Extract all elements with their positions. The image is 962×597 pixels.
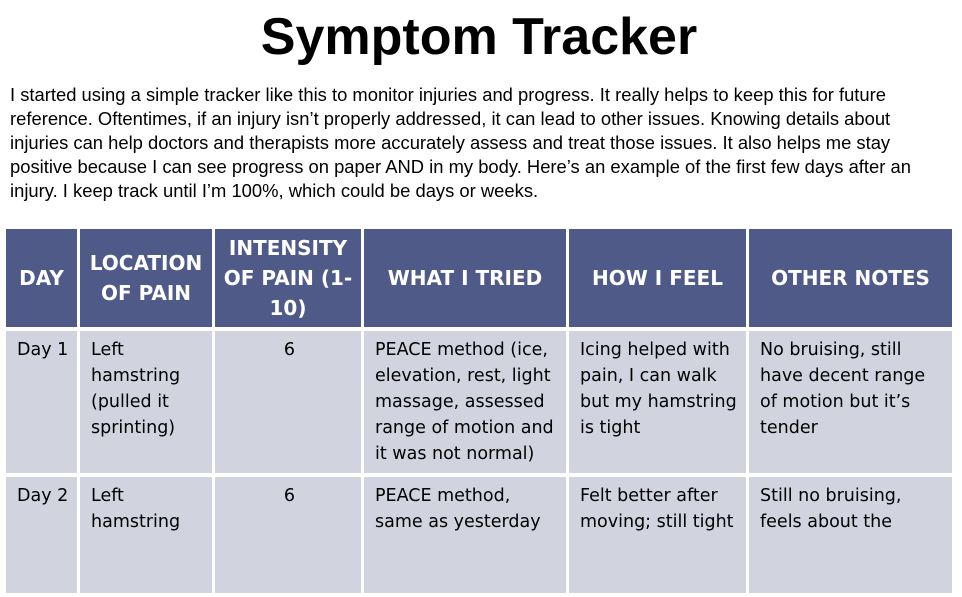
cell-intensity: 6 xyxy=(215,477,364,597)
header-what-i-tried: WHAT I TRIED xyxy=(364,229,569,331)
header-other-notes: OTHER NOTES xyxy=(749,229,952,331)
cell-day: Day 1 xyxy=(6,331,80,477)
cell-other-notes: Still no bruising, feels about the xyxy=(749,477,952,597)
header-intensity-of-pain: INTENSITY OF PAIN (1-10) xyxy=(215,229,364,331)
cell-what-i-tried: PEACE method (ice, elevation, rest, light massage, assessed range of motion and it was not normal) xyxy=(364,331,569,477)
page-title: Symptom Tracker xyxy=(260,8,698,66)
cell-other-notes: No bruising, still have decent range of motion but it’s tender xyxy=(749,331,952,477)
header-location-of-pain: LOCATION OF PAIN xyxy=(80,229,215,331)
cell-location: Left hamstring xyxy=(80,477,215,597)
cell-how-i-feel: Felt better after moving; still tight xyxy=(569,477,749,597)
cell-day: Day 2 xyxy=(6,477,80,597)
intro-paragraph: I started using a simple tracker like this to monitor injuries and progress. It really helps to keep this for future reference. Oftentimes, if an injury isn’t properly addressed, it can lead to other issues. Knowing details about injuries can help doctors and therapists more accurately assess and treat those issues. It also helps me stay positive because I can see progress on paper AND in my body. Here’s an example of the first few days after an injury. I keep track until I’m 100%, which could be days or weeks. xyxy=(10,84,911,201)
table-row xyxy=(6,477,952,597)
symptom-tracker-table xyxy=(6,229,952,597)
cell-what-i-tried: PEACE method, same as yesterday xyxy=(364,477,569,597)
header-day: DAY xyxy=(6,229,80,331)
table-row xyxy=(6,331,952,477)
cell-location: Left hamstring (pulled it sprinting) xyxy=(80,331,215,477)
header-how-i-feel: HOW I FEEL xyxy=(569,229,749,331)
cell-intensity: 6 xyxy=(215,331,364,477)
table-header-row xyxy=(6,229,952,331)
cell-how-i-feel: Icing helped with pain, I can walk but my hamstring is tight xyxy=(569,331,749,477)
